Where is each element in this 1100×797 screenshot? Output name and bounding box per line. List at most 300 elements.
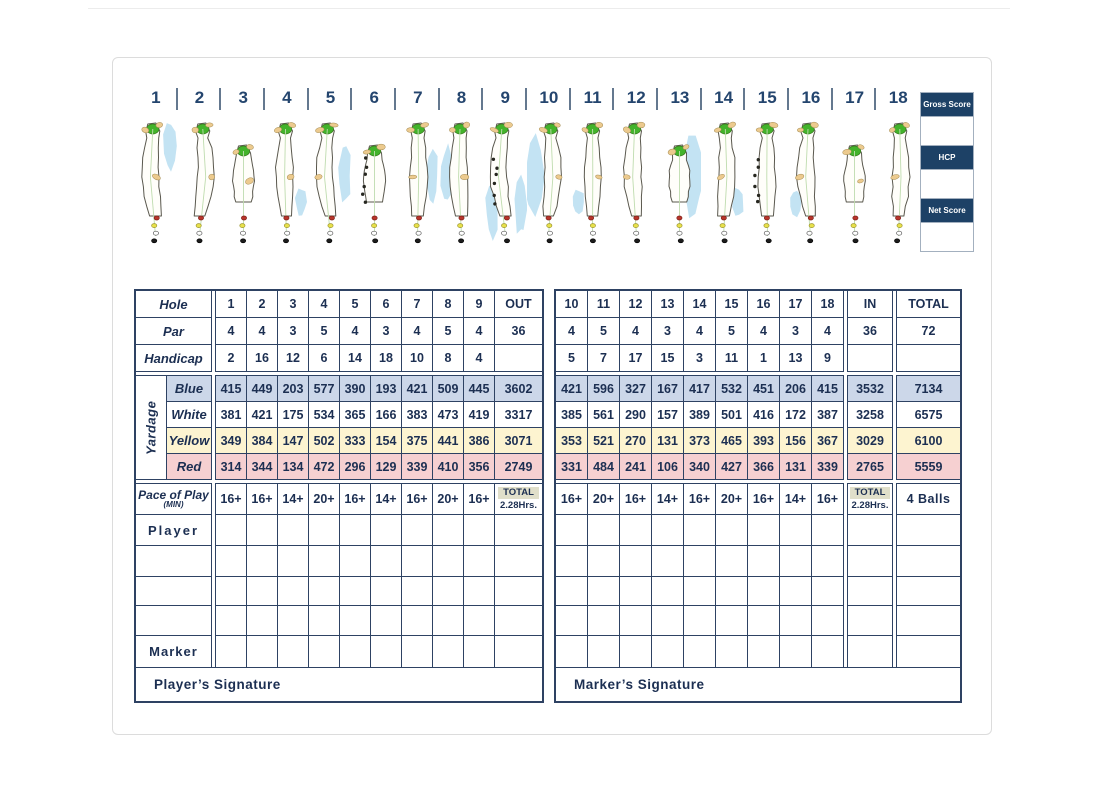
yardage-value: 131 <box>652 428 683 453</box>
yardage-value: 241 <box>620 454 651 479</box>
yardage-value: 393 <box>748 428 779 453</box>
score-cell <box>278 515 308 545</box>
pace-value: 16+ <box>216 484 246 514</box>
score-cell <box>748 515 779 545</box>
par-in-total: 36 <box>848 318 892 344</box>
pace-total-cell <box>495 484 542 514</box>
yardage-value: 147 <box>278 428 308 453</box>
score-cell <box>402 606 432 635</box>
hole-diagram-10 <box>527 114 570 256</box>
top-divider <box>88 8 1010 9</box>
handicap-value: 13 <box>780 345 811 371</box>
par-out-total: 36 <box>495 318 542 344</box>
handicap-value: 14 <box>340 345 370 371</box>
pace-value: 16+ <box>812 484 843 514</box>
hole-strip-number: 2 <box>194 88 205 107</box>
hole-strip-number: 4 <box>282 88 292 107</box>
yardage-value: 385 <box>556 402 587 427</box>
handicap-value: 17 <box>620 345 651 371</box>
yardage-grand-total: 7134 <box>897 376 960 401</box>
hole-number: 7 <box>402 291 432 317</box>
score-cell <box>402 515 432 545</box>
scorecard <box>112 57 992 735</box>
hole-strip-number: 14 <box>714 88 734 107</box>
score-cell <box>620 546 651 576</box>
score-cell <box>588 606 619 635</box>
tee-name-red: Red <box>167 454 211 479</box>
hole-number: 18 <box>812 291 843 317</box>
hole-number: 11 <box>588 291 619 317</box>
hole-diagram-2 <box>178 114 221 256</box>
handicap-value: 3 <box>684 345 715 371</box>
score-cell <box>780 577 811 605</box>
score-cell-total <box>897 577 960 605</box>
score-cell <box>433 546 463 576</box>
score-cell <box>716 546 747 576</box>
handicap-value: 6 <box>309 345 339 371</box>
score-cell <box>556 515 587 545</box>
score-cell <box>309 636 339 667</box>
in-header: IN <box>848 291 892 317</box>
section-row-spacer <box>556 480 960 483</box>
yardage-grand-total: 6100 <box>897 428 960 453</box>
yardage-value: 465 <box>716 428 747 453</box>
yardage-value: 157 <box>652 402 683 427</box>
score-cell <box>216 636 246 667</box>
yardage-value: 419 <box>464 402 494 427</box>
handicap-value: 8 <box>433 345 463 371</box>
score-cell <box>340 636 370 667</box>
score-cell <box>278 636 308 667</box>
hole-strip-number: 10 <box>539 88 559 107</box>
par-value: 3 <box>278 318 308 344</box>
yardage-grand-total: 6575 <box>897 402 960 427</box>
score-cell-total <box>897 546 960 576</box>
score-cell-total <box>897 636 960 667</box>
pace-value: 16+ <box>556 484 587 514</box>
yardage-value: 175 <box>278 402 308 427</box>
score-cell <box>812 577 843 605</box>
hole-diagram-17 <box>833 114 876 256</box>
hole-strip-number: 9 <box>500 88 510 107</box>
yardage-value: 172 <box>780 402 811 427</box>
yardage-value: 381 <box>216 402 246 427</box>
hole-number: 12 <box>620 291 651 317</box>
pace-value: 20+ <box>433 484 463 514</box>
pace-label-sub: (MIN) <box>163 500 184 510</box>
pace-total-cell <box>848 484 892 514</box>
hole-column-3 <box>221 84 265 260</box>
score-cell <box>340 546 370 576</box>
score-cell <box>495 606 542 635</box>
hole-strip-number: 17 <box>845 88 865 107</box>
score-cell <box>371 546 401 576</box>
score-cell <box>716 577 747 605</box>
score-cell <box>620 577 651 605</box>
score-cell <box>652 636 683 667</box>
score-cell <box>340 515 370 545</box>
score-cell <box>309 515 339 545</box>
score-cell <box>620 515 651 545</box>
yardage-value: 131 <box>780 454 811 479</box>
yardage-value: 154 <box>371 428 401 453</box>
pace-value: 14+ <box>780 484 811 514</box>
hole-diagram-6 <box>353 114 396 256</box>
pace-total-label: TOTAL <box>850 487 891 499</box>
yardage-value: 353 <box>556 428 587 453</box>
hole-column-1 <box>134 84 178 260</box>
yardage-value: 445 <box>464 376 494 401</box>
score-cell <box>340 577 370 605</box>
hole-column-11 <box>571 84 615 260</box>
hole-strip-number: 8 <box>456 88 467 107</box>
yardage-value: 167 <box>652 376 683 401</box>
pace-value: 20+ <box>588 484 619 514</box>
label-column-spacer <box>212 291 215 667</box>
score-cell <box>402 546 432 576</box>
hole-diagram-5 <box>309 114 352 256</box>
yardage-value: 417 <box>684 376 715 401</box>
pace-value: 14+ <box>278 484 308 514</box>
score-cell <box>278 606 308 635</box>
score-cell <box>433 515 463 545</box>
yardage-out-total: 3071 <box>495 428 542 453</box>
yardage-value: 473 <box>433 402 463 427</box>
pace-value: 14+ <box>652 484 683 514</box>
hcp-label: HCP <box>921 146 973 169</box>
yardage-value: 441 <box>433 428 463 453</box>
score-cell <box>684 636 715 667</box>
hole-number: 15 <box>716 291 747 317</box>
score-panel <box>920 92 974 252</box>
hole-diagram-18 <box>877 114 920 256</box>
score-cell <box>652 515 683 545</box>
score-cell-total <box>897 515 960 545</box>
score-cell <box>402 636 432 667</box>
score-cell <box>684 606 715 635</box>
handicap-in <box>848 345 892 371</box>
yardage-value: 339 <box>402 454 432 479</box>
player-signature-label: Player’s Signature <box>136 668 542 701</box>
hole-diagram-3 <box>222 114 265 256</box>
net-score-label: Net Score <box>921 199 973 222</box>
section-row-spacer <box>136 372 542 375</box>
hole-strip-number: 7 <box>413 88 423 107</box>
front-nine-table <box>134 289 544 703</box>
score-cell <box>278 546 308 576</box>
score-cell <box>620 606 651 635</box>
yardage-value: 373 <box>684 428 715 453</box>
pace-value: 16+ <box>402 484 432 514</box>
hole-number: 13 <box>652 291 683 317</box>
yardage-value: 421 <box>402 376 432 401</box>
par-value: 4 <box>620 318 651 344</box>
score-cell <box>780 515 811 545</box>
handicap-out <box>495 345 542 371</box>
handicap-value: 12 <box>278 345 308 371</box>
score-cell <box>495 515 542 545</box>
par-value: 4 <box>402 318 432 344</box>
score-cell <box>371 606 401 635</box>
score-cell <box>433 636 463 667</box>
yardage-value: 390 <box>340 376 370 401</box>
par-value: 4 <box>340 318 370 344</box>
yardage-value: 449 <box>247 376 277 401</box>
total-column-spacer <box>893 291 896 667</box>
section-row-spacer <box>136 480 542 483</box>
score-cell <box>812 606 843 635</box>
yardage-value: 203 <box>278 376 308 401</box>
pace-label-main: Pace of Play <box>138 487 209 502</box>
par-value: 4 <box>464 318 494 344</box>
yardage-label: Yardage <box>136 376 166 479</box>
score-cell <box>495 577 542 605</box>
pace-value: 16+ <box>620 484 651 514</box>
tee-name-blue: Blue <box>167 376 211 401</box>
par-value: 4 <box>812 318 843 344</box>
yardage-value: 387 <box>812 402 843 427</box>
par-value: 5 <box>309 318 339 344</box>
yardage-value: 327 <box>620 376 651 401</box>
score-cell-in <box>848 546 892 576</box>
yardage-value: 314 <box>216 454 246 479</box>
hole-strip-number: 12 <box>626 88 646 107</box>
pace-total-value: 2.28Hrs. <box>500 500 537 511</box>
score-cell <box>340 606 370 635</box>
yardage-value: 561 <box>588 402 619 427</box>
yardage-value: 206 <box>780 376 811 401</box>
pace-total-label: TOTAL <box>498 487 539 499</box>
hole-number: 9 <box>464 291 494 317</box>
balls-cell: 4 Balls <box>897 484 960 514</box>
hole-column-9 <box>483 84 527 260</box>
score-cell <box>495 636 542 667</box>
score-cell <box>780 606 811 635</box>
hole-diagram-strip <box>134 84 920 260</box>
yardage-value: 156 <box>780 428 811 453</box>
yardage-value: 421 <box>556 376 587 401</box>
score-cell-total <box>897 606 960 635</box>
score-cell <box>433 606 463 635</box>
handicap-row-label: Handicap <box>136 345 211 371</box>
handicap-value: 16 <box>247 345 277 371</box>
score-cell <box>556 546 587 576</box>
yardage-value: 375 <box>402 428 432 453</box>
yardage-value: 106 <box>652 454 683 479</box>
yardage-value: 333 <box>340 428 370 453</box>
pace-value: 16+ <box>464 484 494 514</box>
hole-strip-number: 15 <box>757 88 777 107</box>
hole-number: 2 <box>247 291 277 317</box>
yardage-value: 344 <box>247 454 277 479</box>
handicap-value: 4 <box>464 345 494 371</box>
score-cell <box>309 606 339 635</box>
par-value: 3 <box>371 318 401 344</box>
score-cell <box>464 546 494 576</box>
hole-column-2 <box>178 84 222 260</box>
score-cell <box>402 577 432 605</box>
score-cell <box>556 577 587 605</box>
par-grand-total: 72 <box>897 318 960 344</box>
yardage-value: 532 <box>716 376 747 401</box>
hole-number: 1 <box>216 291 246 317</box>
score-cell <box>652 606 683 635</box>
hole-strip-number: 3 <box>238 88 248 107</box>
yardage-value: 296 <box>340 454 370 479</box>
handicap-value: 18 <box>371 345 401 371</box>
hole-column-14 <box>702 84 746 260</box>
hole-strip-number: 16 <box>801 88 821 107</box>
hole-diagram-11 <box>571 114 614 256</box>
score-cell <box>216 546 246 576</box>
score-cell <box>309 546 339 576</box>
score-cell <box>748 546 779 576</box>
yardage-value: 166 <box>371 402 401 427</box>
par-value: 3 <box>780 318 811 344</box>
gross-score-label: Gross Score <box>921 93 973 116</box>
yardage-value: 129 <box>371 454 401 479</box>
handicap-value: 7 <box>588 345 619 371</box>
score-cell <box>247 546 277 576</box>
yardage-value: 415 <box>216 376 246 401</box>
score-cell <box>812 515 843 545</box>
player-row-label: Player <box>136 515 211 545</box>
pace-value: 16+ <box>748 484 779 514</box>
yardage-value: 502 <box>309 428 339 453</box>
score-cell <box>652 546 683 576</box>
hole-column-15 <box>745 84 789 260</box>
par-value: 3 <box>652 318 683 344</box>
par-value: 4 <box>247 318 277 344</box>
hole-diagram-9 <box>484 114 527 256</box>
score-cell-in <box>848 636 892 667</box>
score-cell <box>716 606 747 635</box>
hole-diagram-14 <box>702 114 745 256</box>
score-cell <box>684 577 715 605</box>
score-cell <box>216 515 246 545</box>
score-cell <box>588 577 619 605</box>
pace-value: 16+ <box>247 484 277 514</box>
score-cell-in <box>848 577 892 605</box>
handicap-value: 2 <box>216 345 246 371</box>
yardage-value: 427 <box>716 454 747 479</box>
yardage-value: 509 <box>433 376 463 401</box>
gross-score-box <box>921 116 973 146</box>
hole-column-10 <box>527 84 571 260</box>
net-score-box <box>921 222 973 251</box>
score-cell <box>433 577 463 605</box>
hole-diagram-13 <box>658 114 701 256</box>
score-cell <box>556 636 587 667</box>
hole-diagram-4 <box>265 114 308 256</box>
yardage-value: 501 <box>716 402 747 427</box>
par-row-label: Par <box>136 318 211 344</box>
marker-row-label: Marker <box>136 636 211 667</box>
yardage-value: 290 <box>620 402 651 427</box>
score-cell <box>588 546 619 576</box>
hole-number: 17 <box>780 291 811 317</box>
hole-row-label: Hole <box>136 291 211 317</box>
pace-value: 14+ <box>371 484 401 514</box>
out-header: OUT <box>495 291 542 317</box>
score-cell <box>684 515 715 545</box>
pace-value: 16+ <box>684 484 715 514</box>
score-cell <box>620 636 651 667</box>
yardage-value: 340 <box>684 454 715 479</box>
yardage-out-total: 3317 <box>495 402 542 427</box>
hole-column-8 <box>440 84 484 260</box>
handicap-total <box>897 345 960 371</box>
score-cell <box>247 606 277 635</box>
score-cell-in <box>848 515 892 545</box>
yardage-value: 415 <box>812 376 843 401</box>
yardage-value: 389 <box>684 402 715 427</box>
hole-strip-number: 13 <box>670 88 690 107</box>
score-cell <box>464 606 494 635</box>
score-cell <box>464 515 494 545</box>
yardage-value: 356 <box>464 454 494 479</box>
back-nine-table <box>554 289 962 703</box>
score-cell <box>278 577 308 605</box>
handicap-value: 9 <box>812 345 843 371</box>
par-value: 4 <box>556 318 587 344</box>
hole-number: 6 <box>371 291 401 317</box>
marker-signature-label: Marker’s Signature <box>556 668 960 701</box>
yardage-value: 349 <box>216 428 246 453</box>
hole-strip-number: 1 <box>151 88 161 107</box>
yardage-in-total: 3258 <box>848 402 892 427</box>
hole-column-4 <box>265 84 309 260</box>
handicap-value: 10 <box>402 345 432 371</box>
yardage-value: 451 <box>748 376 779 401</box>
score-cell <box>812 546 843 576</box>
yardage-in-total: 3532 <box>848 376 892 401</box>
empty-label-cell <box>136 577 211 605</box>
score-cell <box>247 577 277 605</box>
hole-diagram-15 <box>746 114 789 256</box>
pace-of-play-label <box>136 484 211 514</box>
score-cell <box>247 636 277 667</box>
hole-strip-number: 18 <box>888 88 908 107</box>
hole-diagram-7 <box>396 114 439 256</box>
hole-column-5 <box>309 84 353 260</box>
total-header: TOTAL <box>897 291 960 317</box>
hole-diagram-16 <box>789 114 832 256</box>
score-cell <box>812 636 843 667</box>
yardage-value: 521 <box>588 428 619 453</box>
yardage-value: 577 <box>309 376 339 401</box>
pace-total-value: 2.28Hrs. <box>851 500 889 511</box>
yardage-value: 270 <box>620 428 651 453</box>
hole-column-13 <box>658 84 702 260</box>
score-cell <box>216 606 246 635</box>
yardage-value: 366 <box>748 454 779 479</box>
yardage-value: 484 <box>588 454 619 479</box>
hole-diagram-8 <box>440 114 483 256</box>
hole-strip-number: 5 <box>325 88 336 107</box>
yardage-out-total: 3602 <box>495 376 542 401</box>
yardage-value: 421 <box>247 402 277 427</box>
score-cell <box>247 515 277 545</box>
hole-column-12 <box>614 84 658 260</box>
score-cell-in <box>848 606 892 635</box>
hole-number: 4 <box>309 291 339 317</box>
par-value: 4 <box>684 318 715 344</box>
yardage-value: 472 <box>309 454 339 479</box>
handicap-value: 5 <box>556 345 587 371</box>
hole-column-18 <box>876 84 920 260</box>
hole-diagram-12 <box>615 114 658 256</box>
